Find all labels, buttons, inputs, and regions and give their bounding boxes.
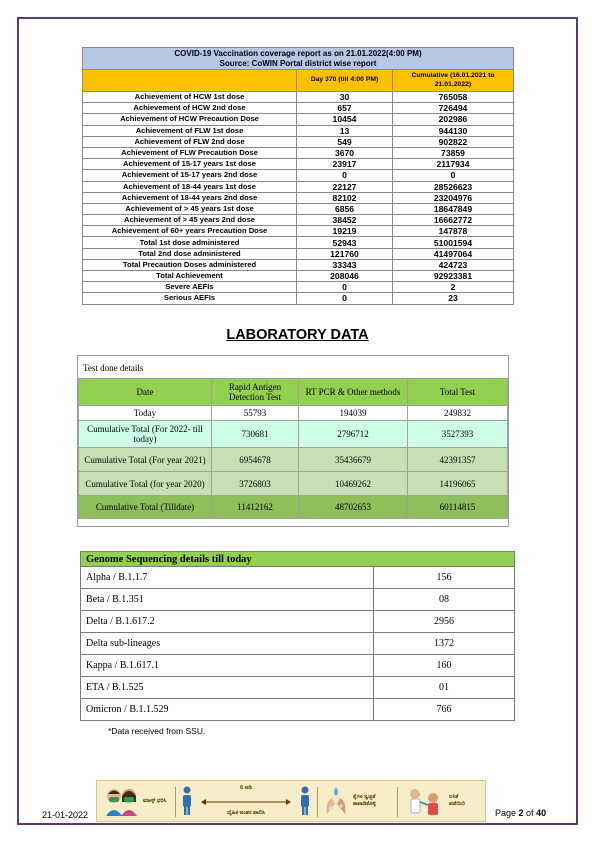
vaccination-row-label: Achievement of > 45 years 1st dose	[83, 203, 297, 214]
vaccination-header-day: Day 370 (till 4:00 PM)	[297, 70, 393, 92]
genome-count: 08	[374, 589, 515, 611]
vaccination-row-day: 33343	[297, 259, 393, 270]
vaccination-header-cumulative: Cumulative (16.01.2021 to 21.01.2022)	[393, 70, 514, 92]
page-prefix: Page	[495, 808, 519, 818]
table-row	[83, 147, 514, 158]
genome-variant: Kappa / B.1.617.1	[81, 655, 374, 677]
vaccination-row-label: Serious AEFIs	[83, 293, 297, 304]
table-row	[83, 170, 514, 181]
vaccination-row-cumulative: 18647849	[393, 203, 514, 214]
table-row	[83, 159, 514, 170]
genome-title: Genome Sequencing details till today	[81, 552, 515, 567]
vaccination-icon	[403, 786, 443, 816]
vaccination-table	[82, 47, 514, 305]
lab-header-date: Date	[79, 379, 212, 406]
vaccination-row-day: 38452	[297, 215, 393, 226]
table-row	[83, 271, 514, 282]
table-row	[83, 226, 514, 237]
vaccination-row-day: 549	[297, 136, 393, 147]
vaccination-row-day: 13	[297, 125, 393, 136]
laboratory-table	[78, 378, 508, 519]
genome-count: 766	[374, 699, 515, 721]
vaccination-title-text: COVID-19 Vaccination coverage report as on 21.01.2022(4:00 PM)	[174, 48, 422, 58]
table-row	[83, 237, 514, 248]
banner-distance-bottom: ದೈಹಿಕ ಅಂತರ ಪಾಲಿಸಿ	[227, 810, 265, 816]
table-row	[83, 92, 514, 103]
vaccination-row-cumulative: 726494	[393, 103, 514, 114]
lab-row-date: Today	[79, 406, 212, 421]
genome-variant: Alpha / B.1.1.7	[81, 567, 374, 589]
table-row	[83, 203, 514, 214]
lab-row-total: 42391357	[408, 448, 508, 472]
vaccination-row-label: Achievement of HCW Precaution Dose	[83, 114, 297, 125]
table-row	[81, 655, 515, 677]
vaccination-row-cumulative: 2117934	[393, 159, 514, 170]
vaccination-row-label: Achievement of > 45 years 2nd dose	[83, 215, 297, 226]
vaccination-row-day: 657	[297, 103, 393, 114]
genome-count: 01	[374, 677, 515, 699]
genome-variant: Omicron / B.1.1.529	[81, 699, 374, 721]
genome-table	[80, 551, 515, 721]
lab-row-rat: 6954678	[212, 448, 299, 472]
table-row	[83, 103, 514, 114]
table-row	[81, 611, 515, 633]
vaccination-row-cumulative: 23	[393, 293, 514, 304]
table-row	[83, 293, 514, 304]
vaccination-row-label: Total Precaution Doses administered	[83, 259, 297, 270]
banner-distance-segment	[181, 784, 311, 818]
laboratory-header-row	[79, 379, 508, 406]
vaccination-row-cumulative: 41497064	[393, 248, 514, 259]
lab-row-total: 3527393	[408, 421, 508, 448]
lab-row-date: Cumulative Total (for year 2020)	[79, 472, 212, 496]
lab-row-rtpcr: 35436679	[299, 448, 408, 472]
table-row	[83, 248, 514, 259]
vaccination-row-day: 0	[297, 282, 393, 293]
vaccination-row-day: 208046	[297, 271, 393, 282]
lab-row-date: Cumulative Total (For 2022- till today)	[79, 421, 212, 448]
vaccination-row-cumulative: 147878	[393, 226, 514, 237]
table-row	[81, 699, 515, 721]
vaccination-row-label: Total 2nd dose administered	[83, 248, 297, 259]
lab-row-rat: 730681	[212, 421, 299, 448]
vaccination-row-label: Severe AEFIs	[83, 282, 297, 293]
vaccination-row-label: Achievement of FLW Precaution Dose	[83, 147, 297, 158]
page-number	[495, 808, 546, 818]
vaccination-title	[83, 48, 514, 70]
table-row	[83, 192, 514, 203]
vaccination-source: Source: CoWIN Portal district wise report	[219, 58, 377, 68]
vaccination-row-cumulative: 424723	[393, 259, 514, 270]
lab-row-date: Cumulative Total (Tilldate)	[79, 496, 212, 519]
vaccination-row-day: 52943	[297, 237, 393, 248]
vaccination-row-day: 23917	[297, 159, 393, 170]
vaccination-row-day: 19219	[297, 226, 393, 237]
table-row	[81, 633, 515, 655]
table-row	[79, 472, 508, 496]
genome-variant: Beta / B.1.351	[81, 589, 374, 611]
vaccination-row-label: Achievement of 15-17 years 1st dose	[83, 159, 297, 170]
banner-divider	[317, 787, 318, 817]
lab-row-rat: 3726803	[212, 472, 299, 496]
genome-count: 1372	[374, 633, 515, 655]
vaccination-row-cumulative: 16662772	[393, 215, 514, 226]
vaccination-row-label: Achievement of FLW 2nd dose	[83, 136, 297, 147]
genome-variant: Delta sub-lineages	[81, 633, 374, 655]
lab-row-total: 249832	[408, 406, 508, 421]
table-row	[83, 259, 514, 270]
vaccination-row-cumulative: 0	[393, 170, 514, 181]
vaccination-row-cumulative: 902822	[393, 136, 514, 147]
vaccination-title-row	[83, 48, 514, 70]
banner-vaccine-text: ಲಸಿಕೆ ಪಡೆಯಿರಿ	[449, 794, 466, 807]
banner-distance-top: 6 ಅಡಿ	[240, 785, 252, 791]
vaccination-row-label: Achievement of FLW 1st dose	[83, 125, 297, 136]
vaccination-row-day: 0	[297, 170, 393, 181]
vaccination-header-row	[83, 70, 514, 92]
person-icon	[299, 786, 311, 816]
table-row	[81, 567, 515, 589]
banner-mask-text: ಮಾಸ್ಕ್ ಧರಿಸಿ	[143, 797, 167, 804]
lab-header-total: Total Test	[408, 379, 508, 406]
vaccination-row-day: 22127	[297, 181, 393, 192]
vaccination-row-label: Achievement of 18-44 years 1st dose	[83, 181, 297, 192]
banner-vaccine-segment	[403, 784, 475, 818]
table-row	[79, 421, 508, 448]
lab-row-rtpcr: 2796712	[299, 421, 408, 448]
vaccination-row-day: 82102	[297, 192, 393, 203]
lab-row-rtpcr: 10469262	[299, 472, 408, 496]
lab-row-rtpcr: 194039	[299, 406, 408, 421]
genome-count: 2956	[374, 611, 515, 633]
lab-header-rat: Rapid Antigen Detection Test	[212, 379, 299, 406]
vaccination-header-blank	[83, 70, 297, 92]
lab-row-rat: 55793	[212, 406, 299, 421]
vaccination-row-cumulative: 23204976	[393, 192, 514, 203]
double-arrow-icon	[201, 799, 291, 805]
laboratory-panel	[77, 355, 509, 527]
table-row	[81, 677, 515, 699]
vaccination-row-day: 10454	[297, 114, 393, 125]
person-icon	[181, 786, 193, 816]
banner-handwash-text: ಕೈಗಳ ಸ್ವಚ್ಛತೆ ಕಾಪಾಡಿಕೊಳ್ಳಿ	[353, 794, 376, 807]
vaccination-row-day: 3670	[297, 147, 393, 158]
footer-date: 21-01-2022	[42, 810, 89, 820]
table-row	[83, 136, 514, 147]
vaccination-row-cumulative: 73859	[393, 147, 514, 158]
lab-header-rtpcr: RT PCR & Other methods	[299, 379, 408, 406]
table-row	[83, 282, 514, 293]
data-source-note: *Data received from SSU.	[108, 726, 206, 736]
table-row	[83, 125, 514, 136]
table-row	[79, 448, 508, 472]
table-row	[83, 181, 514, 192]
page-total: 40	[536, 808, 547, 818]
lab-row-date: Cumulative Total (For year 2021)	[79, 448, 212, 472]
genome-count: 160	[374, 655, 515, 677]
lab-row-total: 60114815	[408, 496, 508, 519]
vaccination-row-cumulative: 92923381	[393, 271, 514, 282]
vaccination-row-cumulative: 51001594	[393, 237, 514, 248]
page-current: 2	[518, 808, 524, 818]
banner-mask-segment	[105, 784, 169, 818]
genome-count: 156	[374, 567, 515, 589]
lab-row-rat: 11412162	[212, 496, 299, 519]
banner-divider	[175, 787, 176, 817]
table-row	[81, 589, 515, 611]
vaccination-row-label: Total Achievement	[83, 271, 297, 282]
banner-handwash-segment	[323, 784, 397, 818]
table-row	[79, 496, 508, 519]
lab-row-total: 14196065	[408, 472, 508, 496]
vaccination-row-label: Achievement of HCW 1st dose	[83, 92, 297, 103]
genome-header-row	[81, 552, 515, 567]
table-row	[83, 114, 514, 125]
vaccination-row-cumulative: 28526623	[393, 181, 514, 192]
vaccination-row-cumulative: 765058	[393, 92, 514, 103]
vaccination-row-day: 30	[297, 92, 393, 103]
laboratory-heading: LABORATORY DATA	[226, 327, 369, 343]
vaccination-row-cumulative: 944130	[393, 125, 514, 136]
vaccination-row-label: Achievement of HCW 2nd dose	[83, 103, 297, 114]
genome-variant: Delta / B.1.617.2	[81, 611, 374, 633]
page-separator: of	[523, 808, 537, 818]
lab-row-rtpcr: 48702653	[299, 496, 408, 519]
handwash-icon	[323, 786, 349, 816]
banner-divider	[397, 787, 398, 817]
vaccination-row-day: 0	[297, 293, 393, 304]
table-row	[79, 406, 508, 421]
distance-arrow-block	[193, 785, 299, 817]
vaccination-row-label: Achievement of 60+ years Precaution Dose	[83, 226, 297, 237]
vaccination-row-day: 121760	[297, 248, 393, 259]
awareness-banner	[96, 780, 486, 822]
vaccination-row-cumulative: 2	[393, 282, 514, 293]
genome-variant: ETA / B.1.525	[81, 677, 374, 699]
vaccination-row-label: Achievement of 15-17 years 2nd dose	[83, 170, 297, 181]
vaccination-row-label: Total 1st dose administered	[83, 237, 297, 248]
laboratory-caption: Test done details	[83, 363, 144, 373]
table-row	[83, 215, 514, 226]
vaccination-row-label: Achievement of 18-44 years 2nd dose	[83, 192, 297, 203]
vaccination-row-cumulative: 202986	[393, 114, 514, 125]
mask-people-icon	[105, 786, 139, 816]
vaccination-row-day: 6856	[297, 203, 393, 214]
